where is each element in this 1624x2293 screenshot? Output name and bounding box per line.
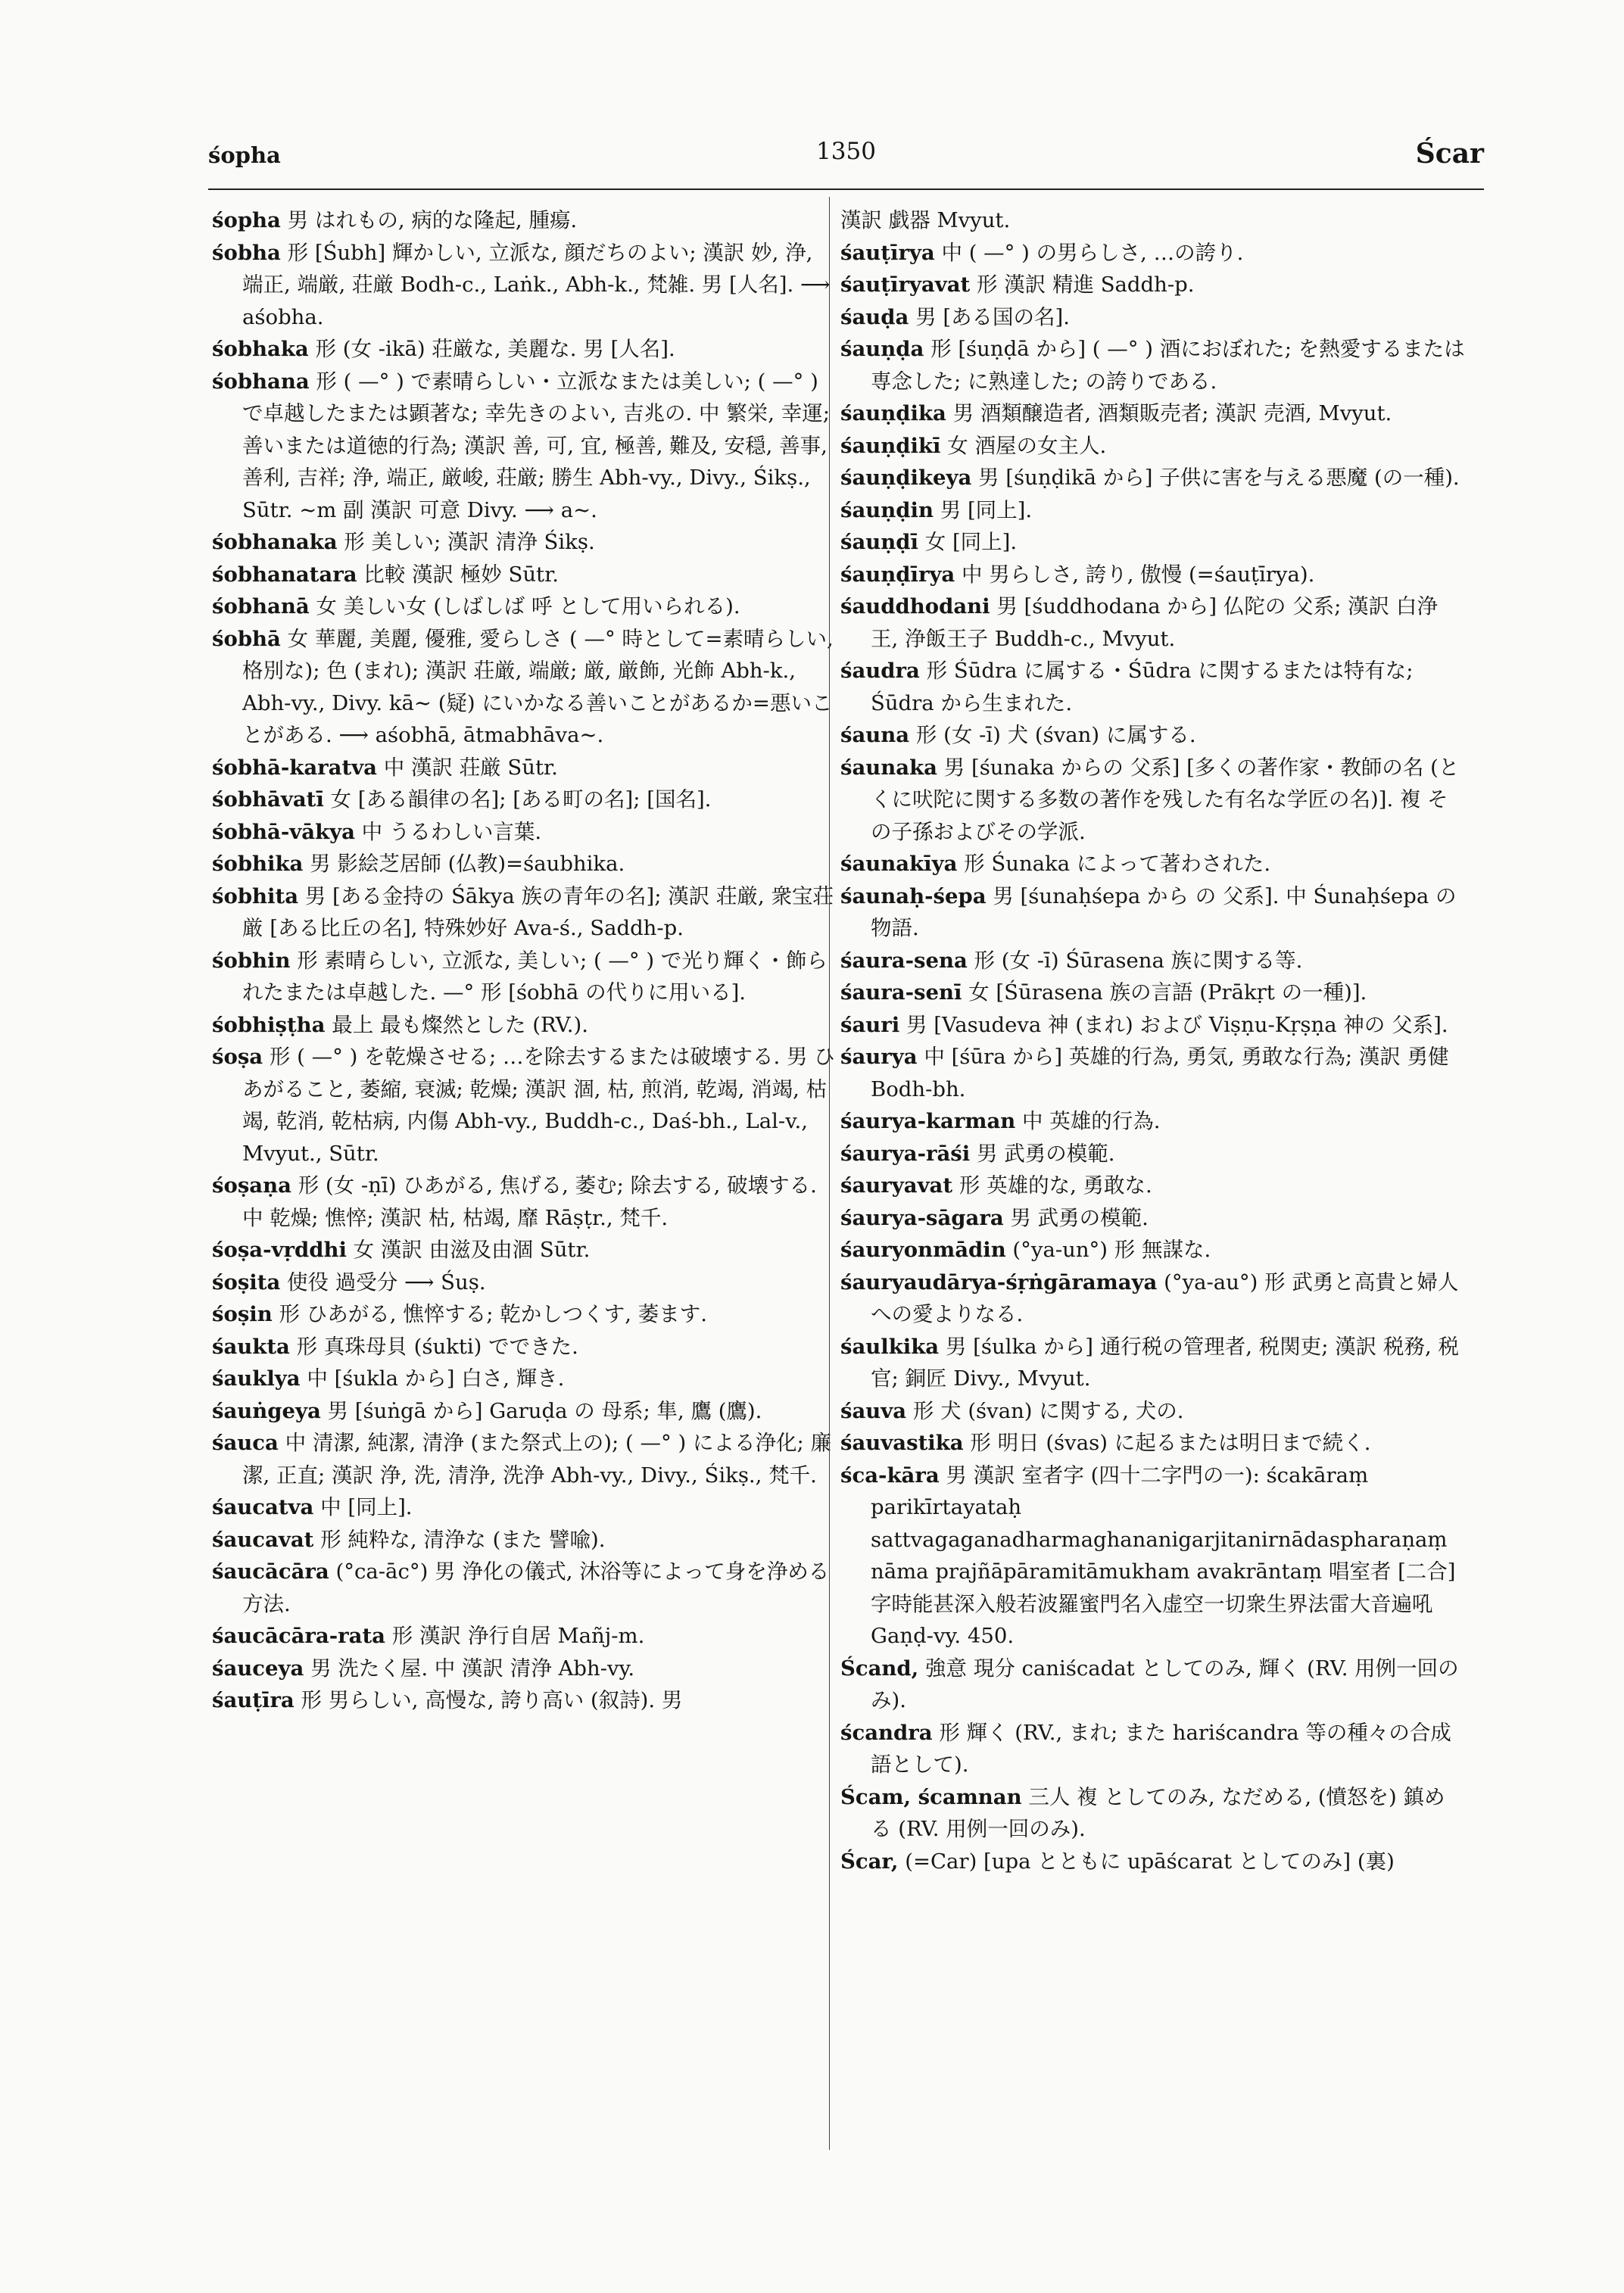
dictionary-entry: [840, 1105, 1465, 1138]
entry-headword: śobhika: [212, 852, 304, 876]
entry-definition: 男 [ある国の名].: [909, 304, 1071, 329]
entry-headword: śopha: [212, 208, 281, 232]
page-number: 1350: [816, 138, 876, 165]
entry-headword: śobhanā: [212, 594, 310, 618]
dictionary-entry: [212, 366, 837, 527]
dictionary-entry: [212, 526, 837, 559]
entry-definition: 漢訳 戯器 Mvyut.: [840, 208, 1011, 232]
entry-headword: śaurya-karman: [840, 1109, 1016, 1133]
dictionary-entry: [840, 1427, 1465, 1460]
entry-headword: śauryonmādin: [840, 1238, 1006, 1262]
entry-definition: 男 酒類醸造者, 酒類販売者; 漢訳 売酒, Mvyut.: [946, 401, 1392, 425]
entry-definition: 女 [ある韻律の名]; [ある町の名]; [国名].: [323, 787, 712, 812]
entry-headword: śauṇḍīrya: [840, 562, 955, 587]
entry-headword: śauddhodani: [840, 594, 990, 618]
running-head-right: Ścar: [1415, 138, 1484, 170]
entry-definition: 中 [śukla から] 白さ, 輝き.: [300, 1366, 565, 1391]
entry-definition: 男 武勇の模範.: [970, 1141, 1115, 1166]
entry-definition: 男 [Vasudeva 神 (まれ) および Viṣṇu-Kṛṣṇa 神の 父系].: [899, 1012, 1448, 1037]
dictionary-entry: [212, 752, 837, 784]
dictionary-entry: [212, 1266, 837, 1299]
entry-headword: śauṅgeya: [212, 1398, 321, 1423]
dictionary-entry: [840, 430, 1465, 463]
dictionary-entry: [212, 1427, 837, 1491]
dictionary-entry: [840, 462, 1465, 494]
entry-definition: 形 [Śubh] 輝かしい, 立派な, 顔だちのよい; 漢訳 妙, 浄, 端正, 端厳, 荘厳 Bodh-c., Laṅk., Abh-k., 梵雑. 男 [人名]. ⟶ aśobha.: [242, 240, 837, 329]
entry-definition: 女 美しい女 (しばしば 呼 として用いられる).: [309, 594, 740, 618]
dictionary-entry: [840, 752, 1465, 849]
dictionary-entry: [840, 1202, 1465, 1235]
entry-definition: 中 [śūra から] 英雄的行為, 勇気, 勇敢な行為; 漢訳 勇健 Bodh-bh.: [871, 1045, 1456, 1101]
entry-definition: 中 男らしさ, 誇り, 傲慢 (=śauṭīrya).: [955, 562, 1315, 587]
left-column: [212, 204, 840, 2195]
entry-headword: śauceya: [212, 1656, 304, 1681]
entry-definition: 女 漢訳 由滋及由涸 Sūtr.: [346, 1238, 591, 1262]
entry-headword: śauṇḍa: [840, 337, 924, 361]
entry-definition: 使役 過受分 ⟶ Śuṣ.: [280, 1270, 486, 1294]
entry-definition: 形 犬 (śvan) に関する, 犬の.: [906, 1398, 1184, 1423]
entry-definition: 強意 現分 caniścadat としてのみ, 輝く (RV. 用例一回のみ).: [871, 1656, 1459, 1712]
dictionary-entry: [212, 880, 837, 945]
entry-headword: śaudra: [840, 659, 920, 683]
dictionary-entry: [212, 1491, 837, 1524]
entry-headword: śobhā-vākya: [212, 819, 355, 844]
entry-definition: 中 漢訳 荘厳 Sūtr.: [376, 755, 558, 780]
entry-definition: 形 英雄的な, 勇敢な.: [952, 1173, 1152, 1198]
running-head-left: śopha: [208, 142, 281, 168]
dictionary-entry: [212, 1009, 837, 1042]
entry-headword: śauṭīrya: [840, 240, 935, 265]
dictionary-entry: [840, 1331, 1465, 1395]
entry-definition: 中 清潔, 純潔, 清浄 (また祭式上の); ( —° ) による浄化; 廉潔, 正直; 漢訳 浄, 洗, 清浄, 洗浄 Abh-vy., Divy., Śikṣ., 梵千.: [242, 1431, 831, 1488]
entry-definition: 女 華麗, 美麗, 優雅, 愛らしさ ( —° 時として=素晴らしい, 格別な); 色 (まれ); 漢訳 荘厳, 端厳; 厳, 厳飾, 光飾 Abh-k., Abh-vy., Divy. kā∼ (疑) にいかなる善いことがあるか=悪いことがある. ⟶ aśobhā, ātmabhāva∼.: [242, 626, 840, 747]
dictionary-entry: [840, 848, 1465, 880]
dictionary-entry: [840, 333, 1465, 397]
dictionary-entry: [212, 204, 837, 237]
dictionary-entry: [840, 237, 1465, 269]
dictionary-entry: [212, 1684, 837, 1717]
dictionary-entry: [212, 623, 840, 752]
entry-definition: 女 [同上].: [918, 530, 1018, 554]
entry-headword: śauri: [840, 1012, 900, 1037]
entry-definition: 形 漢訳 浄行自居 Mañj-m.: [385, 1624, 645, 1648]
entry-headword: śauṇḍika: [840, 401, 946, 425]
dictionary-entry: [212, 1298, 837, 1331]
entry-definition: 男 [śunaḥśepa から の 父系]. 中 Śunaḥśepa の物語.: [871, 883, 1457, 940]
entry-definition: 形 漢訳 精進 Saddh-p.: [970, 273, 1195, 297]
entry-headword: Ścand,: [840, 1656, 919, 1681]
entry-definition: 形 美しい; 漢訳 清浄 Śikṣ.: [337, 530, 595, 554]
dictionary-entry: [840, 204, 1465, 237]
entry-definition: 男 [śuddhodana から] 仏陀の 父系; 漢訳 白浄王, 浄飯王子 Buddh-c., Mvyut.: [871, 594, 1438, 651]
entry-headword: śca-kāra: [840, 1463, 940, 1488]
entry-headword: śauklya: [212, 1366, 301, 1391]
entry-headword: śauṭīra: [212, 1688, 295, 1712]
entry-headword: śobhanatara: [212, 562, 357, 587]
entry-headword: śauryaudārya-śṛṅgāramaya: [840, 1270, 1158, 1294]
dictionary-entry: [212, 784, 837, 816]
entry-headword: śobhita: [212, 883, 299, 908]
dictionary-entry: [840, 1234, 1465, 1266]
entry-headword: śobhiṣṭha: [212, 1012, 326, 1037]
entry-headword: ścandra: [840, 1720, 933, 1745]
entry-definition: 中 うるわしい言葉.: [354, 819, 542, 844]
dictionary-entry: [840, 1170, 1465, 1202]
dictionary-entry: [212, 1170, 837, 1234]
entry-definition: 形 Śūdra に属する・Śūdra に関するまたは特有な; Śūdra から生まれた.: [871, 659, 1420, 715]
entry-headword: śoṣaṇa: [212, 1173, 291, 1198]
entry-definition: 形 純粋な, 清浄な (また 譬喩).: [313, 1527, 606, 1552]
entry-headword: śauṭīryavat: [840, 273, 971, 297]
header-rule: [208, 188, 1484, 190]
entry-headword: śobhā: [212, 626, 281, 651]
entry-headword: śaurya-sāgara: [840, 1205, 1004, 1230]
entry-headword: śauḍa: [840, 304, 909, 329]
entry-definition: 三人 複 としてのみ, なだめる, (憤怒を) 鎮める (RV. 用例一回のみ).: [871, 1784, 1445, 1841]
dictionary-entry: [840, 719, 1465, 752]
entry-definition: 男 [śuṅgā から] Garuḍa の 母系; 隼, 鷹 (鷹).: [320, 1398, 762, 1423]
entry-definition: 中 英雄的行為.: [1015, 1109, 1161, 1133]
entry-definition: 女 酒屋の女主人.: [940, 433, 1107, 458]
dictionary-entry: [212, 1524, 837, 1556]
entry-definition: 形 (女 -ikā) 荘厳な, 美麗な. 男 [人名].: [308, 337, 675, 361]
entry-definition: (°ya-au°) 形 武勇と高貴と婦人への愛よりなる.: [871, 1270, 1459, 1326]
entry-definition: 男 [śulka から] 通行税の管理者, 税関吏; 漢訳 税務, 税官; 銅匠 Divy., Mvyut.: [871, 1334, 1459, 1391]
entry-headword: śobhana: [212, 369, 310, 394]
dictionary-entry: [212, 1395, 837, 1428]
entry-headword: śauṇḍin: [840, 497, 934, 522]
dictionary-entry: [840, 977, 1465, 1009]
dictionary-entry: [840, 880, 1465, 945]
dictionary-entry: [212, 816, 837, 849]
dictionary-entry: [840, 1717, 1465, 1781]
entry-definition: 形 真珠母貝 (śukti) でできた.: [289, 1334, 578, 1359]
dictionary-entry: [840, 559, 1465, 591]
dictionary-entry: [212, 1234, 837, 1266]
dictionary-entry: [840, 590, 1465, 655]
dictionary-entry: [212, 559, 837, 591]
entry-headword: śaura-sena: [840, 948, 968, 973]
dictionary-entry: [212, 1653, 837, 1685]
entry-definition: 中 [同上].: [313, 1495, 413, 1519]
page-header: [208, 135, 1484, 180]
entry-headword: śaura-senī: [840, 980, 962, 1005]
entry-headword: śobhaka: [212, 337, 309, 361]
entry-definition: 男 はれもの, 病的な隆起, 腫瘍.: [280, 208, 578, 232]
entry-headword: śaunaḥ-śepa: [840, 883, 987, 908]
entry-definition: 形 (女 -ī) Śūrasena 族に関する等.: [967, 948, 1303, 973]
dictionary-entry: [840, 397, 1465, 430]
entry-definition: 形 ひあがる, 憔悴する; 乾かしつくす, 萎ます.: [272, 1302, 707, 1326]
entry-definition: 男 [śuṇḍikā から] 子供に害を与える悪魔 (の一種).: [971, 466, 1460, 490]
right-column: [840, 204, 1465, 2195]
entry-headword: śauvastika: [840, 1431, 964, 1455]
entry-headword: śobhin: [212, 948, 291, 973]
entry-headword: śauṇḍī: [840, 530, 918, 554]
dictionary-entry: [212, 848, 837, 880]
dictionary-entry: [212, 333, 837, 366]
entry-headword: śauṇḍikeya: [840, 466, 972, 490]
entry-headword: śaucavat: [212, 1527, 314, 1552]
dictionary-entry: [840, 1781, 1465, 1846]
dictionary-entry: [840, 655, 1465, 719]
entry-headword: śaucatva: [212, 1495, 314, 1519]
dictionary-entry: [840, 269, 1465, 301]
entry-definition: 形 (女 -ṇī) ひあがる, 焦げる, 萎む; 除去する, 破壊する. 中 乾燥; 憔悴; 漢訳 枯, 枯竭, 靡 Rāṣṭr., 梵千.: [242, 1173, 824, 1230]
entry-definition: 男 [同上].: [933, 497, 1033, 522]
dictionary-entry: [212, 1363, 837, 1395]
entry-definition: 形 [śuṇḍā から] ( —° ) 酒におぼれた; を熱愛するまたは専念した; に熟達した; の誇りである.: [871, 337, 1465, 394]
entry-headword: śauṇḍikī: [840, 433, 941, 458]
entry-headword: śaulkika: [840, 1334, 940, 1359]
entry-headword: śobhanaka: [212, 530, 338, 554]
dictionary-entry: [212, 1620, 837, 1653]
entry-definition: 男 武勇の模範.: [1003, 1205, 1149, 1230]
entry-definition: 形 Śunaka によって著わされた.: [957, 852, 1271, 876]
entry-definition: 中 ( —° ) の男らしさ, …の誇り.: [934, 240, 1244, 265]
entry-definition: 形 素晴らしい, 立派な, 美しい; ( —° ) で光り輝く・飾られたまたは卓越した. —° 形 [śobhā の代りに用いる].: [242, 948, 828, 1005]
dictionary-entry: [840, 1041, 1465, 1105]
entry-headword: śobhā-karatva: [212, 755, 377, 780]
entry-headword: śauryavat: [840, 1173, 953, 1198]
entry-headword: Ścar,: [840, 1849, 899, 1874]
entry-definition: 男 [ある金持の Śākya 族の青年の名]; 漢訳 荘厳, 衆宝荘厳 [ある比丘の名], 特殊妙好 Ava-ś., Saddh-p.: [242, 883, 834, 940]
entry-definition: 男 [śunaka からの 父系] [多くの著作家・教師の名 (とくに吠陀に関する多数の著作を残した有名な学匠の名)]. 複 その子孫およびその学派.: [871, 755, 1460, 844]
dictionary-entry: [840, 301, 1465, 334]
entry-headword: Ścam, ścamnan: [840, 1784, 1022, 1809]
dictionary-entry: [212, 237, 837, 334]
dictionary-entry: [840, 1009, 1465, 1042]
entry-definition: (°ca-āc°) 男 浄化の儀式, 沐浴等によって身を浄める方法.: [242, 1559, 830, 1616]
entry-headword: śaukta: [212, 1334, 290, 1359]
dictionary-entry: [840, 1653, 1465, 1717]
entry-headword: śaurya-rāśi: [840, 1141, 971, 1166]
dictionary-entry: [840, 1395, 1465, 1428]
entry-definition: 形 輝く (RV., まれ; また hariścandra 等の種々の合成語として).: [871, 1720, 1451, 1777]
entry-definition: 最上 最も燦然とした (RV.).: [325, 1012, 588, 1037]
dictionary-entry: [212, 590, 837, 623]
entry-definition: 男 洗たく屋. 中 漢訳 清浄 Abh-vy.: [304, 1656, 635, 1681]
entry-headword: śaucācāra-rata: [212, 1624, 385, 1648]
dictionary-entry: [840, 1460, 1465, 1653]
entry-definition: 女 [Śūrasena 族の言語 (Prākṛt の一種)].: [962, 980, 1367, 1005]
entry-definition: 男 漢訳 室者字 (四十二字門の一): ścakāraṃ parikīrtayataḥ sattvagaganadharmaghananigarjitanirnādaspharaṇaṃ nāma prajñāpāramitāmukham avakrāntaṃ 唱室者 [二合] 字時能甚深入般若波羅蜜門名入虚空一切衆生界法雷大音遍吼 Gaṇḍ-vy. 450.: [871, 1463, 1463, 1648]
entry-definition: (=Car) [upa とともに upāścarat としてのみ] (裏): [898, 1849, 1395, 1874]
entry-headword: śauva: [840, 1398, 907, 1423]
entry-headword: śaurya: [840, 1045, 918, 1069]
entry-definition: 形 明日 (śvas) に起るまたは明日まで続く.: [963, 1431, 1371, 1455]
entry-headword: śoṣin: [212, 1302, 273, 1326]
entry-headword: śaunakīya: [840, 852, 958, 876]
entry-headword: śoṣa: [212, 1045, 263, 1069]
entry-definition: 形 男らしい, 高慢な, 誇り高い (叙詩). 男: [294, 1688, 683, 1712]
entry-headword: śoṣa-vṛddhi: [212, 1238, 347, 1262]
dictionary-entry: [840, 494, 1465, 527]
entry-definition: 男 影絵芝居師 (仏教)=śaubhika.: [303, 852, 625, 876]
column-divider: [829, 197, 830, 2150]
entry-definition: 形 (女 -ī) 犬 (śvan) に属する.: [909, 723, 1196, 747]
dictionary-entry: [212, 945, 837, 1009]
dictionary-entry: [212, 1556, 837, 1620]
dictionary-entry: [840, 945, 1465, 977]
entry-headword: śaucācāra: [212, 1559, 329, 1584]
entry-definition: (°ya-un°) 形 無謀な.: [1005, 1238, 1211, 1262]
entry-headword: śobhāvatī: [212, 787, 324, 812]
entry-definition: 形 ( —° ) で素晴らしい・立派なまたは美しい; ( —° ) で卓越したまたは顕著な; 幸先きのよい, 吉兆の. 中 繁栄, 幸運; 善いまたは道徳的行為; 漢訳 善, 可, 宜, 極善, 難及, 安穏, 善事, 善利, 吉祥; 浄, 端正, 厳峻, 荘厳; 勝生 Abh-vy., Divy., Śikṣ., Sūtr. ∼m 副 漢訳 可意 Divy. ⟶ a∼.: [242, 369, 837, 522]
entry-headword: śaunaka: [840, 755, 937, 780]
entry-headword: śauca: [212, 1431, 279, 1455]
dictionary-entry: [840, 1266, 1465, 1331]
dictionary-entry: [840, 526, 1465, 559]
dictionary-entry: [840, 1846, 1465, 1878]
entry-headword: śobha: [212, 240, 281, 265]
entry-definition: 形 ( —° ) を乾燥させる; …を除去するまたは破壊する. 男 ひあがること, 萎縮, 衰滅; 乾燥; 漢訳 涸, 枯, 煎消, 乾竭, 消竭, 枯竭, 乾消, 乾枯病, 内傷 Abh-vy., Buddh-c., Daś-bh., Lal-v., Mvyut., Sūtr.: [242, 1045, 835, 1166]
entry-definition: 比較 漢訳 極妙 Sūtr.: [357, 562, 559, 587]
dictionary-entry: [840, 1138, 1465, 1170]
dictionary-entry: [212, 1041, 837, 1170]
entry-headword: śauna: [840, 723, 910, 747]
dictionary-entry: [212, 1331, 837, 1363]
entry-headword: śoṣita: [212, 1270, 281, 1294]
